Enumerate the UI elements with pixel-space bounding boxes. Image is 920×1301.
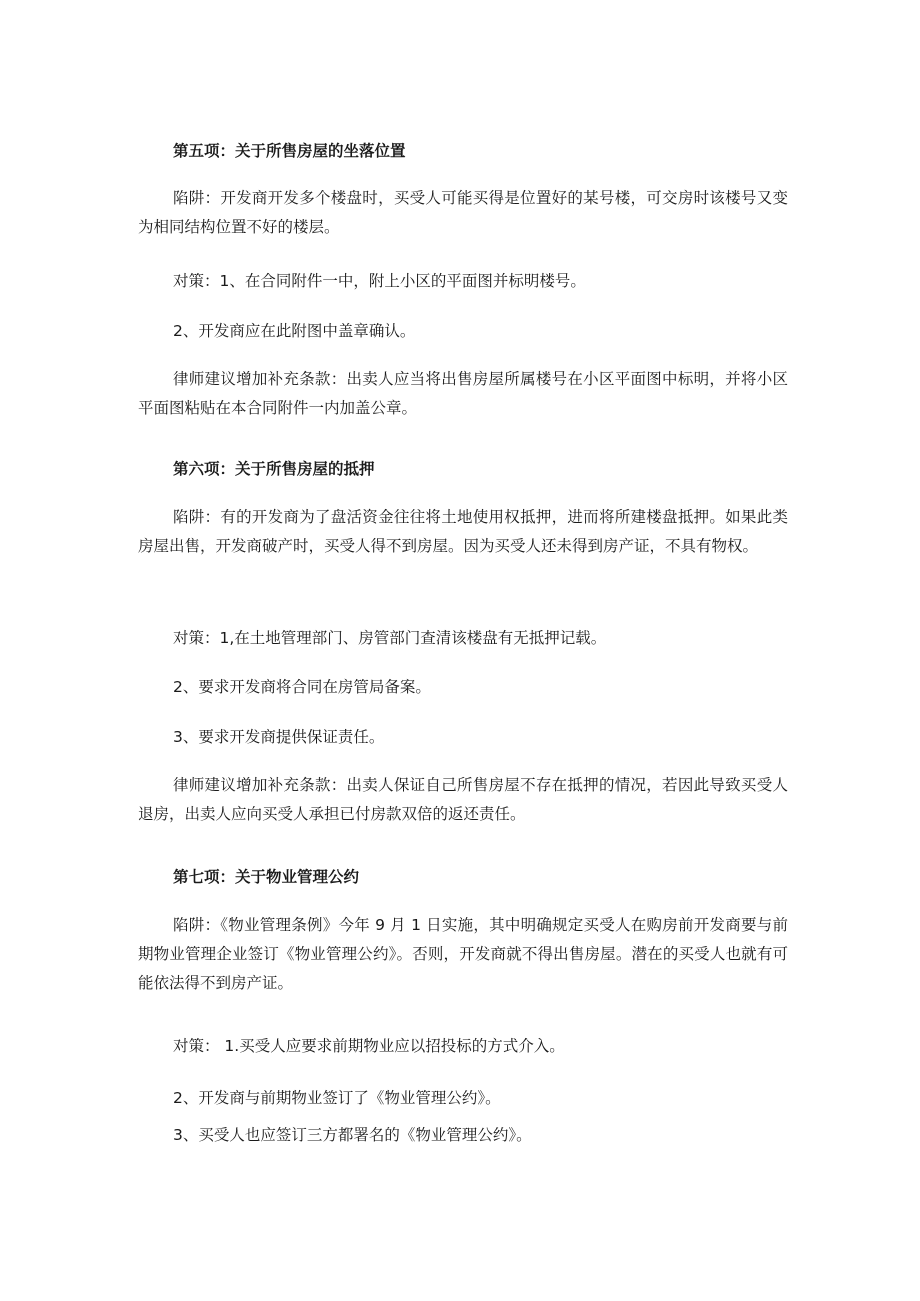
paragraph: 对策：1,在土地管理部门、房管部门查清该楼盘有无抵押记载。	[173, 629, 607, 647]
paragraph: 陷阱：有的开发商为了盘活资金往往将土地使用权抵押，进而将所建楼盘抵押。如果此类房屋出售，开发商破产时，买受人得不到房屋。因为买受人还未得到房产证，不具有物权。	[138, 508, 788, 555]
paragraph: 2、要求开发商将合同在房管局备案。	[173, 678, 431, 696]
section-heading: 第五项：关于所售房屋的坐落位置	[173, 142, 406, 160]
paragraph: 3、买受人也应签订三方都署名的《物业管理公约》。	[173, 1126, 532, 1144]
section-heading: 第六项：关于所售房屋的抵押	[173, 460, 375, 478]
paragraph: 陷阱：《物业管理条例》今年 9 月 1 日实施，其中明确规定买受人在购房前开发商要与前期物业管理企业签订《物业管理公约》。否则，开发商就不得出售房屋。潜在的买受人也就有可能依法得不到房产证。	[138, 916, 788, 992]
paragraph: 2、开发商与前期物业签订了《物业管理公约》。	[173, 1089, 501, 1107]
paragraph: 对策：1、在合同附件一中，附上小区的平面图并标明楼号。	[173, 272, 586, 290]
section-heading: 第七项：关于物业管理公约	[173, 868, 360, 886]
paragraph: 2、开发商应在此附图中盖章确认。	[173, 322, 416, 340]
paragraph: 律师建议增加补充条款：出卖人保证自己所售房屋不存在抵押的情况，若因此导致买受人退房，出卖人应向买受人承担已付房款双倍的返还责任。	[138, 776, 788, 823]
paragraph: 3、要求开发商提供保证责任。	[173, 728, 385, 746]
paragraph: 陷阱：开发商开发多个楼盘时，买受人可能买得是位置好的某号楼，可交房时该楼号又变为相同结构位置不好的楼层。	[138, 189, 788, 236]
paragraph: 律师建议增加补充条款：出卖人应当将出售房屋所属楼号在小区平面图中标明，并将小区平面图粘贴在本合同附件一内加盖公章。	[138, 370, 788, 417]
paragraph: 对策： 1.买受人应要求前期物业应以招投标的方式介入。	[173, 1037, 565, 1055]
